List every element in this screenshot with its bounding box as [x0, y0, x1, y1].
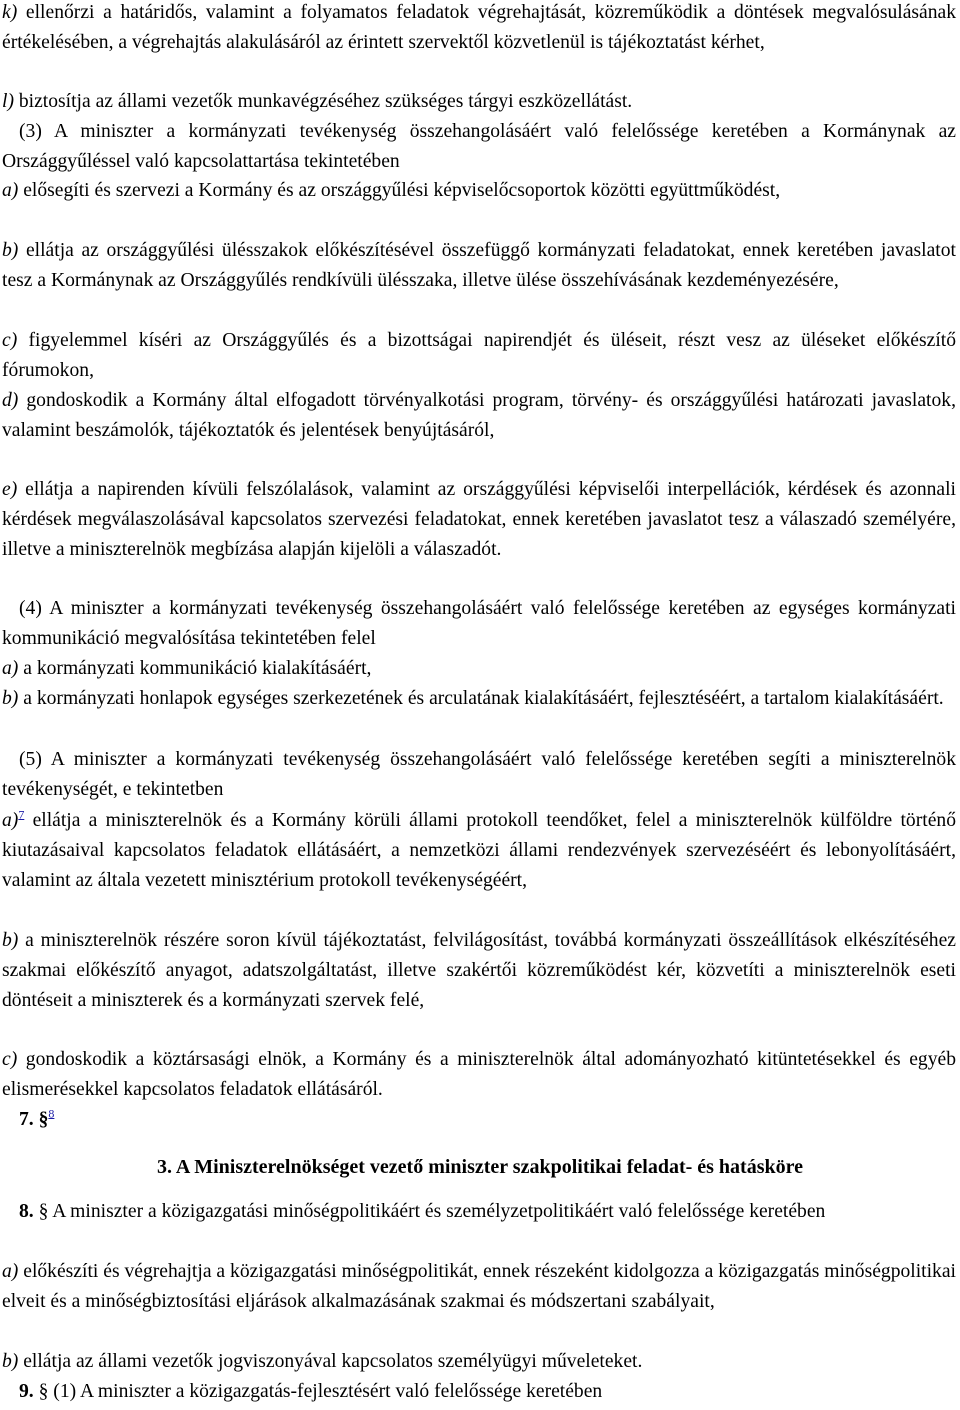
point-8b: [2, 1347, 956, 1377]
point-marker: k): [2, 2, 18, 23]
point-3c: [2, 326, 956, 386]
section-9: [2, 1377, 956, 1407]
point-marker: e): [2, 479, 18, 500]
point-text: a miniszterelnök részére soron kívül tájékoztatást, felvilágosítást, továbbá kormányzati összeállítások elkészítéséhez szakmai előkészítő anyagot, adatszolgáltatást, illetve szakértői közreműködést kér, közvetíti a miniszterelnök eseti döntéseit a miniszterek és a kormányzati szervek felé,: [2, 930, 956, 1011]
section-sign: §: [33, 1109, 49, 1130]
section-number: 7.: [19, 1109, 34, 1130]
section-number: 8.: [19, 1201, 34, 1222]
paragraph-5: (5) A miniszter a kormányzati tevékenység összehangolásáért való felelőssége keretében segíti a miniszterelnök tevékenységét, e tekintetben: [2, 749, 956, 800]
point-marker: b): [2, 930, 19, 951]
point-marker: a): [2, 658, 19, 679]
point-text: ellátja a napirenden kívüli felszólalások, valamint az országgyűlési képviselői interpellációk, kérdések és azonnali kérdések megválaszolásával kapcsolatos szervezési feladatokat, ennek keretében javaslatot tesz a válaszadó személyére, illetve a miniszterelnök megbízása alapján kijelöli a válaszadót.: [2, 479, 956, 560]
point-l: [2, 87, 956, 117]
point-marker: b): [2, 688, 19, 709]
footnote-7-link[interactable]: 7: [18, 807, 25, 822]
point-text: ellenőrzi a határidős, valamint a folyamatos feladatok végrehajtását, közreműködik a döntések megvalósulásának értékelésében, a végrehajtás alakulásáról az érintett szervektől közvetlenül is tájékoztatást kérhet,: [2, 2, 956, 53]
point-8a: [2, 1257, 956, 1317]
point-marker: a): [2, 180, 19, 201]
point-marker: l): [2, 91, 14, 112]
point-5c: [2, 1045, 956, 1105]
section-7: [2, 1105, 956, 1135]
point-text: előkészíti és végrehajtja a közigazgatási minőségpolitikát, ennek részeként kidolgozza a közigazgatás minőségpolitikai elveit és a minőségbiztosítási eljárások alkalmazásának szakmai és módszertani szabályait,: [2, 1261, 956, 1312]
point-marker: b): [2, 240, 19, 261]
point-marker: d): [2, 390, 19, 411]
point-3e: [2, 475, 956, 564]
point-text: a kormányzati kommunikáció kialakításáért,: [18, 658, 372, 679]
point-marker: c): [2, 330, 18, 351]
point-4b: [2, 684, 956, 714]
paragraph-3: (3) A miniszter a kormányzati tevékenység összehangolásáért való felelőssége keretében a Kormánynak az Országgyűléssel való kapcsolattartása tekintetében: [2, 121, 956, 172]
point-3b: [2, 236, 956, 296]
point-3a: [2, 176, 956, 206]
point-text: figyelemmel kíséri az Országgyűlés és a bizottságai napirendjét és üléseit, részt vesz az üléseket előkészítő fórumokon,: [2, 330, 956, 381]
point-5b: [2, 926, 956, 1015]
chapter-heading: 3. A Miniszterelnökséget vezető miniszter szakpolitikai feladat- és hatásköre: [156, 1156, 804, 1178]
point-text: elősegíti és szervezi a Kormány és az országgyűlési képviselőcsoportok közötti együttműködést,: [18, 180, 781, 201]
point-k: [2, 0, 956, 58]
section-number: 9.: [19, 1381, 34, 1402]
point-text: biztosítja az állami vezetők munkavégzéséhez szükséges tárgyi eszközellátást.: [13, 91, 633, 112]
point-4a: [2, 654, 956, 684]
footnote-8-link[interactable]: 8: [48, 1106, 55, 1121]
point-text: ellátja az állami vezetők jogviszonyával kapcsolatos személyügyi műveleteket.: [18, 1351, 643, 1372]
point-marker: b): [2, 1351, 19, 1372]
section-8: [2, 1197, 956, 1227]
point-text: a kormányzati honlapok egységes szerkezetének és arculatának kialakításáért, fejlesztéséért, a tartalom kialakításáért.: [18, 688, 944, 709]
point-5a: [2, 806, 956, 895]
point-text: gondoskodik a Kormány által elfogadott törvényalkotási program, törvény- és országgyűlési határozati javaslatok, valamint beszámolók, tájékoztatók és jelentések benyújtásáról,: [2, 390, 956, 441]
point-marker: a): [2, 810, 19, 831]
point-text: ellátja az országgyűlési ülésszakok előkészítésével összefüggő kormányzati feladatokat, ennek keretében javaslatot tesz a Kormánynak az Országgyűlés rendkívüli ülésszaka, illetve ülése összehívásának kezdeményezésére,: [2, 240, 956, 291]
point-text: ellátja a miniszterelnök és a Kormány körüli állami protokoll teendőket, felel a miniszterelnök külföldre történő kiutazásaival kapcsolatos feladatok ellátásáért, a nemzetközi állami rendezvények szervezéséért és lebonyolításáért, valamint az általa vezetett minisztérium protokoll tevékenységéért,: [2, 810, 956, 891]
section-text: § (1) A miniszter a közigazgatás-fejlesztésért való felelőssége keretében: [33, 1381, 603, 1402]
point-text: gondoskodik a köztársasági elnök, a Kormány és a miniszterelnök által adományozható kitüntetésekkel és egyéb elismerésekkel kapcsolatos feladatok ellátásáról.: [2, 1049, 956, 1100]
paragraph-4: (4) A miniszter a kormányzati tevékenység összehangolásáért való felelőssége keretében az egységes kormányzati kommunikáció megvalósítása tekintetében felel: [2, 598, 956, 649]
point-marker: c): [2, 1049, 18, 1070]
point-marker: a): [2, 1261, 19, 1282]
section-text: § A miniszter a közigazgatási minőségpolitikáért és személyzetpolitikáért való felelőssége keretében: [33, 1201, 826, 1222]
point-3d: [2, 386, 956, 446]
